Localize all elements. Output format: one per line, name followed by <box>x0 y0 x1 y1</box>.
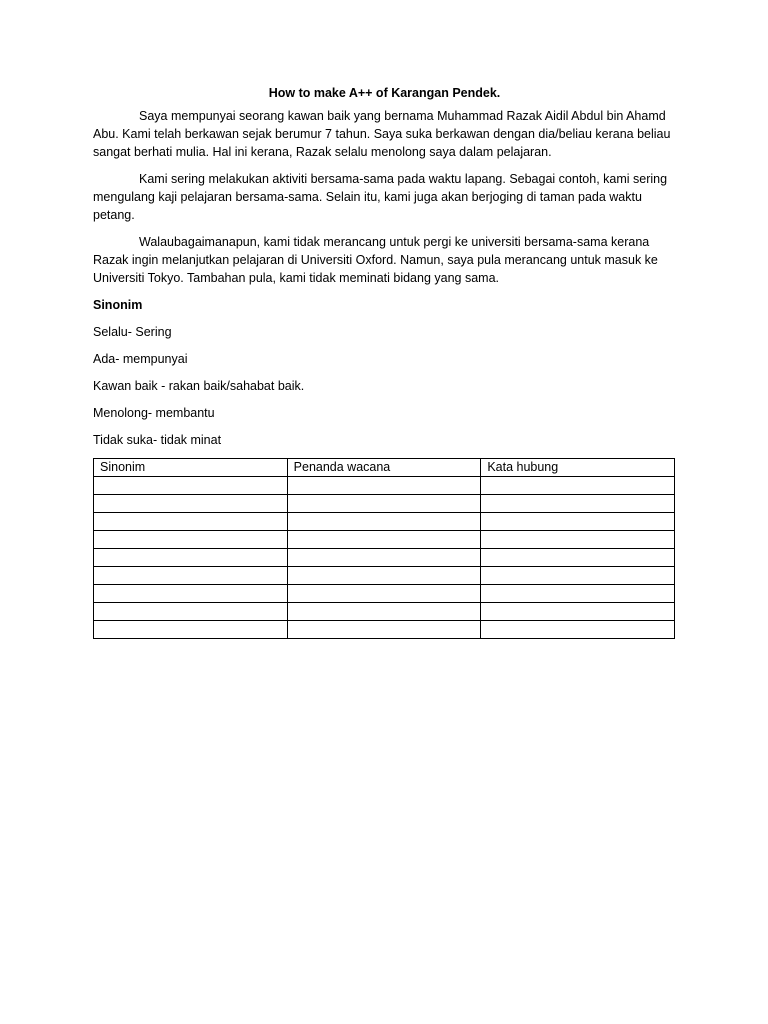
table-row <box>94 513 675 531</box>
table-cell <box>287 621 481 639</box>
paragraph-3: Walaubagaimanapun, kami tidak merancang untuk pergi ke universiti bersama-sama kerana Razak ingin melanjutkan pelajaran di Universiti Oxford. Namun, saya pula merancang untuk masuk ke Universiti Tokyo. Tambahan pula, kami tidak meminati bidang yang sama. <box>93 235 658 285</box>
synonym-heading: Sinonim <box>93 298 143 312</box>
table-cell <box>481 549 675 567</box>
table-cell <box>94 549 288 567</box>
table-cell <box>287 477 481 495</box>
table-cell <box>94 477 288 495</box>
table-row <box>94 549 675 567</box>
synonym-item: Selalu- Sering <box>93 325 172 339</box>
table-cell <box>481 621 675 639</box>
table-row <box>94 621 675 639</box>
table-cell <box>287 531 481 549</box>
document-title: How to make A++ of Karangan Pendek. <box>268 86 501 100</box>
table-row <box>94 567 675 585</box>
table-cell <box>481 513 675 531</box>
paragraph-2: Kami sering melakukan aktiviti bersama-sama pada waktu lapang. Sebagai contoh, kami sering mengulang kaji pelajaran bersama-sama. Selain itu, kami juga akan berjoging di taman pada waktu petang. <box>93 172 668 222</box>
table-row <box>94 477 675 495</box>
document-page <box>93 84 676 639</box>
table-cell <box>287 603 481 621</box>
table-cell <box>287 549 481 567</box>
synonym-item: Menolong- membantu <box>93 406 215 420</box>
table-cell <box>94 585 288 603</box>
table-cell <box>481 603 675 621</box>
table-cell <box>287 495 481 513</box>
table-cell <box>481 495 675 513</box>
table-row <box>94 603 675 621</box>
table-cell <box>481 567 675 585</box>
table-cell <box>94 495 288 513</box>
table-cell <box>94 567 288 585</box>
table-cell <box>481 477 675 495</box>
table-row <box>94 585 675 603</box>
table-cell <box>481 531 675 549</box>
word-table <box>93 458 675 639</box>
table-cell <box>94 531 288 549</box>
paragraph-1: Saya mempunyai seorang kawan baik yang bernama Muhammad Razak Aidil Abdul bin Ahamd Abu. Kami telah berkawan sejak berumur 7 tahun. Saya suka berkawan dengan dia/beliau kerana beliau sangat berhati mulia. Hal ini kerana, Razak selalu menolong saya dalam pelajaran. <box>93 109 671 159</box>
synonym-item: Ada- mempunyai <box>93 352 188 366</box>
table-header-row <box>94 459 675 477</box>
synonym-item: Tidak suka- tidak minat <box>93 433 222 447</box>
table-cell <box>287 567 481 585</box>
table-header-sinonim: Sinonim <box>94 459 288 477</box>
table-cell <box>94 621 288 639</box>
table-header-kata-hubung: Kata hubung <box>481 459 675 477</box>
table-cell <box>94 603 288 621</box>
table-row <box>94 531 675 549</box>
synonym-item: Kawan baik - rakan baik/sahabat baik. <box>93 379 305 393</box>
table-body <box>94 477 675 639</box>
table-cell <box>94 513 288 531</box>
table-cell <box>481 585 675 603</box>
table-header-penanda-wacana: Penanda wacana <box>287 459 481 477</box>
table-row <box>94 495 675 513</box>
table-cell <box>287 585 481 603</box>
table-cell <box>287 513 481 531</box>
